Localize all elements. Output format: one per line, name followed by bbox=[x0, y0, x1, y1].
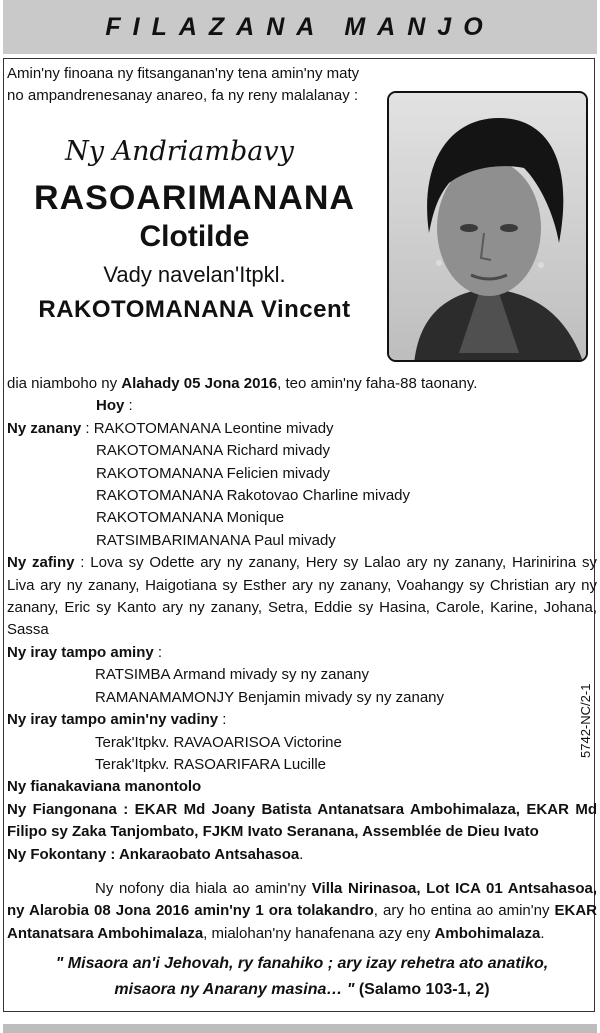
children-label: Ny zanany bbox=[7, 419, 82, 437]
funeral-details: Ny nofony dia hiala ao amin'ny Villa Nirinasoa, Lot ICA 01 Antsahasoa, ny Alarobia 08 Jona 2016 amin'ny 1 ora tolakandro, ary ho entina ao amin'ny EKAR Antanatsara Ambohimalaza, mialohan'ny hanafenana azy eny Ambohimalaza. bbox=[7, 879, 598, 942]
list-item: RAKOTOMANANA Richard mivady bbox=[96, 442, 330, 460]
portrait-image bbox=[389, 93, 588, 362]
spouse-name: RAKOTOMANANA Vincent bbox=[38, 296, 351, 323]
siblings-label: Ny iray tampo aminy bbox=[7, 643, 154, 661]
spouse-prefix: Vady navelan'Itpkl. bbox=[103, 262, 286, 287]
footer-bar bbox=[3, 1024, 597, 1033]
list-item: Terak'Itpkv. RASOARIFARA Lucille bbox=[95, 755, 326, 773]
body-text bbox=[7, 373, 597, 1003]
spouse-siblings-label: Ny iray tampo amin'ny vadiny bbox=[7, 711, 219, 729]
deceased-firstname: Clotilde bbox=[139, 220, 250, 253]
reference-code: 5742-NC/2-1 bbox=[578, 683, 593, 758]
deceased-name-block bbox=[7, 130, 382, 328]
churches-line: Ny Fiangonana : EKAR Md Joany Batista Antanatsara Ambohimalaza, EKAR Md Filipo sy Zaka Tanjombato, FJKM Ivato Seranana, Assemblée de Dieu Ivato bbox=[7, 800, 597, 841]
family-line: Ny fianakaviana manontolo bbox=[7, 778, 202, 796]
deceased-surname: RASOARIMANANA bbox=[34, 179, 355, 217]
list-item: RAKOTOMANANA Leontine mivady bbox=[93, 419, 334, 437]
grandchildren-section: Ny zafiny : Lova sy Odette ary ny zanany, Hery sy Lalao ary ny zanany, Harinirina sy Liva ary ny zanany, Haigotiana sy Esther ary ny zanany, Voahangy sy Christian ary ny zanany, Eric sy Kanto ary ny zanany, Setra, Eddie sy Hasina, Carole, Karine, Johana, Sassa bbox=[7, 554, 597, 639]
list-item: RAKOTOMANANA Monique bbox=[96, 509, 285, 527]
list-item: Terak'Itpkv. RAVAOARISOA Victorine bbox=[95, 733, 342, 751]
bible-quote: " Misaora an'i Jehovah, ry fanahiko ; ary izay rehetra ato anatiko, misaora ny Anarany masina… " (Salamo 103-1, 2) bbox=[55, 955, 549, 999]
honorific: Ny Andriambavy bbox=[65, 136, 294, 167]
grandchildren-label: Ny zafiny bbox=[7, 554, 75, 572]
spouse-siblings-section: Ny iray tampo amin'ny vadiny : Terak'Itpkv. RAVAOARISOA Victorine Terak'Itpkv. RASOARIFARA Lucille bbox=[7, 709, 597, 776]
list-item: RATSIMBA Armand mivady sy ny zanany bbox=[95, 666, 369, 684]
siblings-section: Ny iray tampo aminy : RATSIMBA Armand mivady sy ny zanany RAMANAMAMONJY Benjamin mivady sy ny zanany bbox=[7, 642, 597, 709]
list-item: RATSIMBARIMANANA Paul mivady bbox=[96, 531, 336, 549]
list-item: RAMANAMAMONJY Benjamin mivady sy ny zanany bbox=[95, 688, 444, 706]
portrait-photo bbox=[387, 91, 588, 362]
fokontany-line: Ny Fokontany : Ankaraobato Antsahasoa. bbox=[7, 845, 304, 863]
list-item: RAKOTOMANANA Rakotovao Charline mivady bbox=[96, 487, 411, 505]
children-section: Ny zanany : RAKOTOMANANA Leontine mivady RAKOTOMANANA Richard mivady RAKOTOMANANA Felicien mivady RAKOTOMANANA Rakotovao Charline mivady RAKOTOMANANA Monique RATSIMBARIMANANA Paul mivady bbox=[7, 418, 597, 552]
header-banner bbox=[3, 0, 597, 54]
intro-text: Amin'ny finoana ny fitsanganan'ny tena amin'ny maty no ampandrenesanay anareo, fa ny reny malalanay : bbox=[7, 65, 360, 104]
hoy-line: Hoy : bbox=[96, 397, 133, 415]
grandchildren-names: Lova sy Odette ary ny zanany, Hery sy Lalao ary ny zanany, Harinirina sy Liva ary ny zanany, Haigotiana sy Esther ary ny zanany, Voahangy sy Christian ary ny zanany, Eric sy Kanto ary ny zanany, Setra, Eddie sy Hasina, Carole, Karine, Johana, Sassa bbox=[7, 554, 597, 639]
page-title: FILAZANA MANJO bbox=[105, 12, 495, 41]
death-announcement: dia niamboho ny Alahady 05 Jona 2016, teo amin'ny faha-88 taonany. bbox=[7, 375, 478, 392]
list-item: RAKOTOMANANA Felicien mivady bbox=[96, 464, 330, 482]
